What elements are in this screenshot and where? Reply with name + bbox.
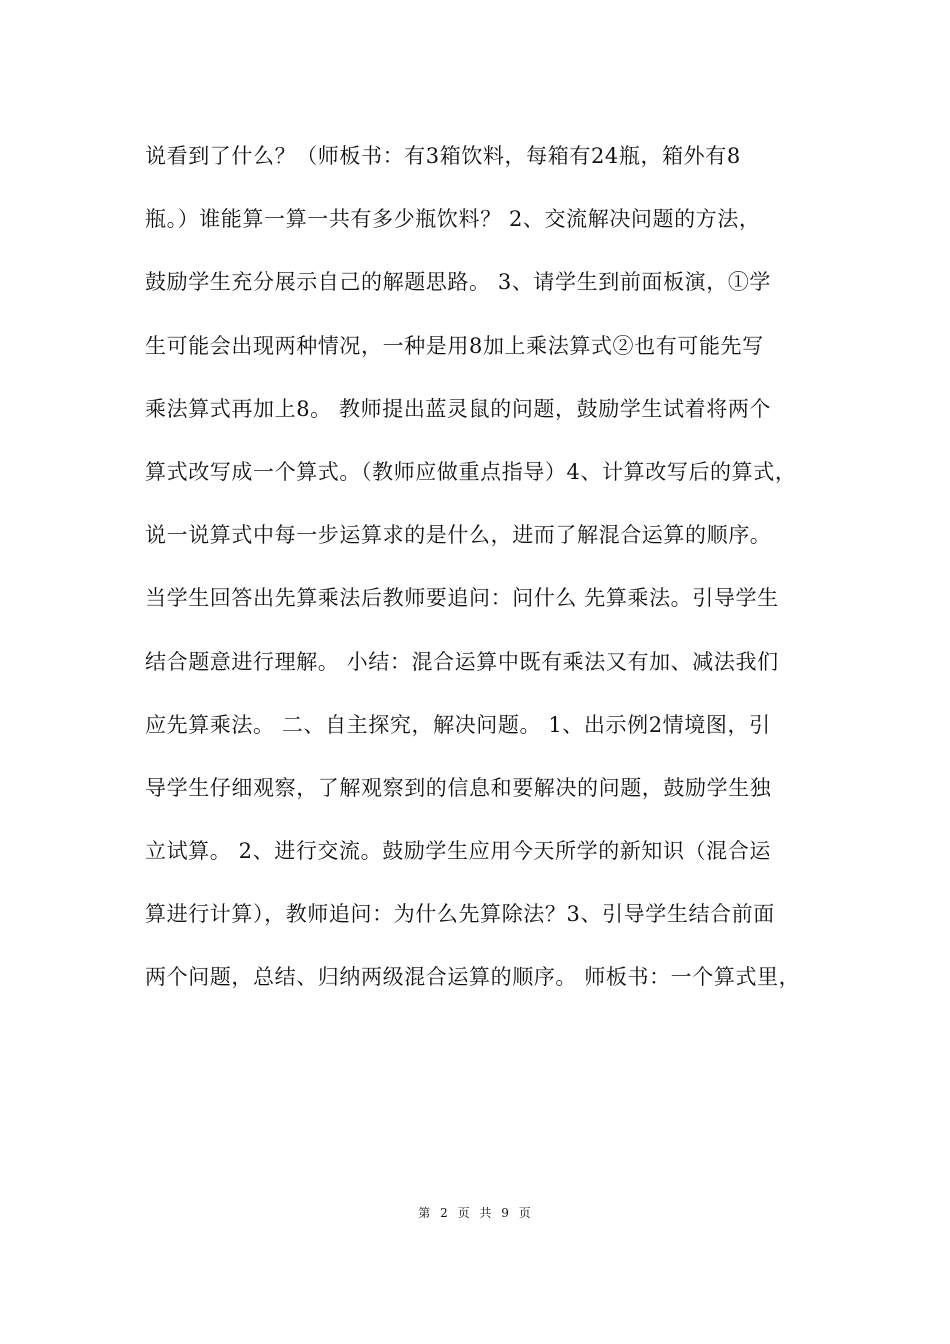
text-line: 立试算。 2、进行交流。鼓励学生应用今天所学的新知识（混合运 [145, 839, 772, 864]
footer-total-pages: 9 [501, 1206, 510, 1220]
footer-suffix: 页 [518, 1206, 532, 1220]
text-line: 鼓励学生充分展示自己的解题思路。 3、请学生到前面板演，①学 [145, 270, 772, 295]
text-line: 导学生仔细观察，了解观察到的信息和要解决的问题，鼓励学生独 [145, 775, 772, 800]
text-line: 算式改写成一个算式。（教师应做重点指导）4、计算改写后的算式， [145, 459, 797, 484]
text-line: 当学生回答出先算乘法后教师要追问：问什么 先算乘法。引导学生 [145, 586, 779, 611]
text-line: 算进行计算），教师追问：为什么先算除法？3、引导学生结合前面 [145, 902, 775, 927]
page-footer [0, 1204, 950, 1222]
text-line: 两个问题，总结、归纳两级混合运算的顺序。 师板书：一个算式里， [145, 965, 801, 990]
footer-current-page: 2 [440, 1206, 449, 1220]
text-line: 结合题意进行理解。 小结：混合运算中既有乘法又有加、减法我们 [145, 649, 779, 674]
body-text [145, 138, 810, 1023]
text-line: 说看到了什么？（师板书：有3箱饮料，每箱有24瓶，箱外有8 [145, 144, 741, 168]
text-line: 生可能会出现两种情况，一种是用8加上乘法算式②也有可能先写 [145, 333, 764, 358]
text-line: 瓶。）谁能算一算一共有多少瓶饮料？ 2、交流解决问题的方法， [145, 207, 761, 232]
text-line: 乘法算式再加上8。 教师提出蓝灵鼠的问题，鼓励学生试着将两个 [145, 396, 772, 421]
footer-total-word: 共 [479, 1206, 493, 1220]
text-line: 应先算乘法。 二、自主探究，解决问题。 1、出示例2情境图，引 [145, 712, 771, 737]
text-line: 说一说算式中每一步运算求的是什么，进而了解混合运算的顺序。 [145, 523, 772, 548]
footer-page-word: 页 [457, 1206, 471, 1220]
footer-prefix: 第 [418, 1206, 432, 1220]
